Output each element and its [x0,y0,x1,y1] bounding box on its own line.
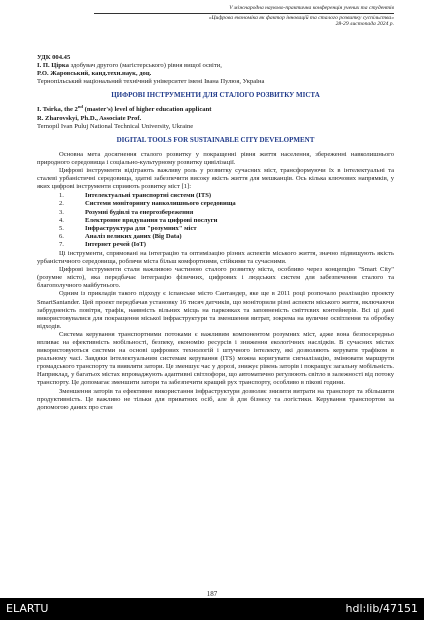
paragraph-3: Ці інструменти, спрямовані на інтеграцію та оптимізацію різних аспектів міського життя, значно підвищують якість урбаністичного середовища, роблячи міста більш комфортними, стійкими та сучасними. [37,249,394,266]
header-line-2: «Цифрова економіка як фактор інновацій та сталого розвитку суспільства» [208,14,394,21]
list-item-number: 1. [59,192,64,200]
list-item [37,233,394,241]
header-line-1: V міжнародна науково-практична конференція учених та студентів [229,5,394,11]
title-ua: ЦИФРОВІ ІНСТРУМЕНТИ ДЛЯ СТАЛОГО РОЗВИТКУ МІСТА [111,91,320,100]
affiliation-en: Ternopil Ivan Puluj National Technical University, Ukraine [37,122,194,130]
paragraph-5: Одним із прикладів такого підходу є іспанське місто Сантандер, яке ще в 2011 році розпочало реалізацію проекту SmartSantander. Цей проект передбачав установку 16 тисяч датчиків, що моніторили різні аспекти міського життя, включаючи забрудненість повітря, трафік, наявність вільних місць на парковках та заповненість сміттєвих контейнерів. Всі ці дані використовувалися для покращення міської інфраструктури та зменшення витрат, зокрема на вуличне освітлення та обробку відходів. [37,290,394,330]
author-ua-2 [37,70,394,78]
list-item-text: Інтернет речей (IoT) [85,240,146,248]
list-item-text: Системи моніторингу навколишнього середовища [85,200,236,208]
list-item [37,241,394,249]
repository-name: ELARTU [6,602,49,615]
author-ua-2-name: Р.О. Жаровський, канд.техн.наук, доц. [37,70,152,78]
list-item [37,217,394,225]
header-divider [94,13,394,14]
list-item-number: 6. [59,232,64,240]
paragraph-1: Основна мета досягнення сталого розвитку у покращенні рівня життя населення, збереженні навколишнього природного середовища і соціально-культурному розвитку цивілізації. [37,150,394,166]
conference-header [94,5,394,28]
author-en-2 [37,115,394,123]
list-item-text: Електронне врядування та цифрові послуги [85,216,218,224]
list-item-text: Розумні будівлі та енергозбереження [85,208,194,216]
list-item-text: Аналіз великих даних (Big Data) [85,232,182,240]
title-en: DIGITAL TOOLS FOR SUSTAINABLE CITY DEVELOPMENT [116,135,315,144]
paragraph-2: Цифрові інструменти відіграють важливу роль у розвитку сучасних міст, трансформуючи їх в інтелектуальні та сталеві урбаністичні середовища, здатні забезпечити високу якість життя для мешканців. Ось кілька ключових напрямків, у яких цифрові інструменти сприяють розвитку міст [1]: [37,167,394,191]
list-item [37,192,394,200]
author-en-1-role: (master's) level of higher education applicant [82,106,212,114]
author-ua-1-name: І. П. Цірка [37,62,69,70]
author-en-1-sup: nd [77,104,83,110]
list-item [37,200,394,208]
list-item-number: 5. [59,224,64,232]
udk-code: УДК 004.45 [37,54,71,61]
list-item-number: 7. [59,240,64,248]
handle-link[interactable]: hdl:lib/47151 [345,602,418,615]
list-item [37,225,394,233]
paragraph-4: Цифрові інструменти стали важливою частиною сталого розвитку міста, особливо через концепцію "Smart City" (розумне місто), яка передбачає інтеграцію фізичних, цифрових і людських систем для забезпечення сталого та благополучного майбутнього. [37,266,394,290]
author-en-1-name: I. Tsirka, the 2 [37,106,78,114]
author-en-1 [37,106,394,114]
header-line-3: 28-29 листопада 2024 р. [335,21,394,28]
repository-footer-bar [0,598,424,620]
list-item [37,209,394,217]
author-ua-1 [37,62,394,70]
tools-list [37,192,394,249]
list-item-number: 2. [59,200,64,208]
paragraph-7: Зменшення заторів та ефективне використання інфраструктури дозволяє знизити витрати на транспорт та збільшити продуктивність. Це важливо не тільки для приватних осіб, але й для бізнесу та логістики. Керування транспортом за допомогою даних про стан [37,387,394,411]
author-en-2-name: R. Zharovskyi, Ph.D., Associate Prof. [37,114,142,122]
list-item-text: Інфраструктура для "розумних" міст [85,224,197,232]
list-item-number: 4. [59,216,64,224]
paper-content [37,54,394,412]
affiliation-ua: Тернопільський національний технічний університет імені Івана Пулюя, Україна [37,78,265,86]
list-item-text: Інтелектуальні транспортні системи (ITS) [85,192,212,200]
page-number: 187 [206,590,218,598]
author-ua-1-role: здобувач другого (магістерського) рівня вищої освіти, [68,62,222,70]
paragraph-6: Система керування транспортними потоками є важливим компонентом розумних міст, адже вона безпосередньо впливає на ефективність мобільності, безпеку, економію ресурсів і зниження екологічних наслідків. В сучасних містах використовуються системи на основі цифрових технологій і штучного інтелекту, які дозволяють керувати трафіком в реальному часі. Завдяки інтелектуальним системам керування (ITS) можна коригувати сигналізацію, змінювати маршрути громадського транспорту та виявляти затори. Це зменшує час у дорозі, знижує рівень заторів і покращує загальну мобільність. Наприклад, у багатьох містах впроваджують адаптивні світлофори, що автоматично регулюють світло в залежності від потоку транспорту. Це допомагає зменшити затори та забезпечити кращий рух транспорту, особливо в пікові години. [37,330,394,387]
list-item-number: 3. [59,208,64,216]
